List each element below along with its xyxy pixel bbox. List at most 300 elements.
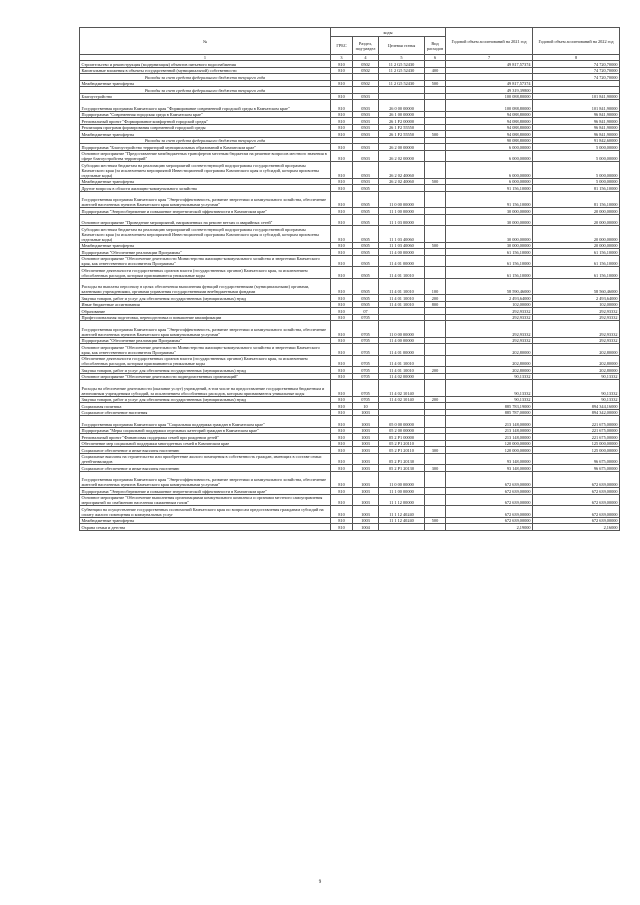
row-value-2022: 292,93332: [533, 337, 620, 344]
row-section: 0505: [353, 267, 379, 279]
table-row: [80, 100, 620, 112]
table-row: [80, 494, 620, 506]
row-target: 11 4 01 10010: [379, 295, 425, 302]
table-row: [80, 191, 620, 208]
header-grbs: ГРБС: [331, 37, 353, 55]
row-grbs: 810: [331, 506, 353, 518]
row-grbs: 810: [331, 267, 353, 279]
row-section: 1003: [353, 416, 379, 428]
table-row: [80, 416, 620, 428]
row-value-2021: 885 787,00000: [446, 409, 533, 416]
row-name: Государственная программа Камчатского края "Социальная поддержка граждан в Камчатском крае": [80, 416, 331, 428]
row-section: 1003: [353, 471, 379, 488]
row-value-2022: 125 000,00000: [533, 447, 620, 454]
row-target: 11 1 00 00000: [379, 208, 425, 215]
row-grbs: 810: [331, 144, 353, 151]
row-name: Подпрограмма "Энергосбережение и повышение энергетической эффективности в Камчатском крае": [80, 208, 331, 215]
row-value-2022: 292,93332: [533, 321, 620, 338]
row-value-2022: 202,80000: [533, 367, 620, 374]
table-row: [80, 506, 620, 518]
row-section: 1003: [353, 447, 379, 454]
row-value-2022: 672 639,00000: [533, 488, 620, 495]
row-value-2022: 58 560,46000: [533, 278, 620, 295]
row-grbs: 810: [331, 124, 353, 131]
row-target: 11 4 00 00000: [379, 249, 425, 256]
row-value-2022: 292,93332: [533, 314, 620, 321]
row-value-2021: 49 319,39800: [446, 87, 533, 94]
row-value-2021: 672 639,00000: [446, 506, 533, 518]
row-target: 11 0 00 00000: [379, 321, 425, 338]
row-name: Закупка товаров, работ и услуг для обеспечения государственных (муниципальных) нужд: [80, 295, 331, 302]
row-section: 0503: [353, 131, 379, 138]
row-name: Подпрограмма "Энергосбережение и повышение энергетической эффективности в Камчатском крае": [80, 488, 331, 495]
row-section: 0503: [353, 178, 379, 185]
row-value-2021: 49 817,57374: [446, 61, 533, 68]
row-target: 26 0 00 00000: [379, 100, 425, 112]
row-section: 0505: [353, 249, 379, 256]
row-section: 07: [353, 308, 379, 315]
row-type: [425, 453, 446, 465]
row-value-2022: 90,13332: [533, 373, 620, 380]
row-value-2021: 30 000,00000: [446, 208, 533, 215]
row-value-2021: 672 639,00000: [446, 494, 533, 506]
row-type: 200: [425, 396, 446, 403]
row-name: Реализация программ формирования современной городской среды: [80, 124, 331, 131]
row-name: Обеспечение деятельности государственных органов власти (государственных органов) Камчатского края, за исключением обособленных расходов, которым присваиваются уникальные коды: [80, 267, 331, 279]
row-value-2022: 20 000,00000: [533, 242, 620, 249]
table-row: [80, 355, 620, 367]
row-grbs: 810: [331, 453, 353, 465]
row-grbs: 810: [331, 403, 353, 410]
row-section: 1003: [353, 427, 379, 434]
row-target: 11 1 12 00000: [379, 494, 425, 506]
row-value-2021: 90,13332: [446, 380, 533, 397]
table-row: [80, 214, 620, 226]
row-grbs: 810: [331, 208, 353, 215]
row-value-2022: 96 841,90000: [533, 131, 620, 138]
row-section: 0705: [353, 367, 379, 374]
index-cell: 6: [425, 55, 446, 61]
row-section: 0505: [353, 214, 379, 226]
row-name: Расходы на выплаты персоналу в целях обеспечения выполнения функций государственными (муниципальными) органами, казенными учреждениями, органами управления государственными внебюджетными фондами: [80, 278, 331, 295]
row-section: 0705: [353, 355, 379, 367]
row-value-2021: 6 000,00000: [446, 150, 533, 162]
row-target: 26 2 02 40060: [379, 178, 425, 185]
row-name: Другие вопросы в области жилищно-коммунального хозяйства: [80, 185, 331, 192]
row-value-2022: 74 720,70000: [533, 74, 620, 81]
row-name: Профессиональная подготовка, переподготовка и повышение квалификации: [80, 314, 331, 321]
index-cell: 8: [533, 55, 620, 61]
row-type: [425, 150, 446, 162]
row-name: Основное мероприятие "Обеспечение деятельности подведомственных организаций": [80, 373, 331, 380]
row-target: 26 1 00 00000: [379, 111, 425, 118]
row-target: 26 2 00 00000: [379, 144, 425, 151]
row-type: [425, 380, 446, 397]
row-target: 11 4 01 00000: [379, 255, 425, 267]
table-row: [80, 162, 620, 179]
row-name: Государственная программа Камчатского края "Энергоэффективность, развитие энергетики и коммунального хозяйства, обеспечение жителей населенных пунктов Камчатского края коммунальными услугами": [80, 191, 331, 208]
row-grbs: 810: [331, 344, 353, 356]
row-grbs: 810: [331, 61, 353, 68]
row-value-2021: 213 148,00000: [446, 416, 533, 428]
row-type: [425, 267, 446, 279]
row-name: Социальное обеспечение и иные выплаты населению: [80, 465, 331, 472]
row-name: Государственная программа Камчатского края "Формирование современной городской среды в Камчатском крае": [80, 100, 331, 112]
row-value-2021: 885 783,19000: [446, 403, 533, 410]
row-value-2021: 90,13332: [446, 396, 533, 403]
row-target: [379, 524, 425, 531]
row-name: Обеспечение деятельности государственных органов власти (государственных органов) Камчатского края, за исключением обособленных расходов, которым присваиваются уникальные коды: [80, 355, 331, 367]
index-cell: 4: [353, 55, 379, 61]
row-name: Основное мероприятие "Обеспечение выполнения организациями коммунального комплекса и органами местного самоуправления мероприятий по снабжению населения сжиженным газом": [80, 494, 331, 506]
row-value-2022: 292,93332: [533, 308, 620, 315]
row-section: 0503: [353, 162, 379, 179]
row-type: [425, 321, 446, 338]
row-section: 0505: [353, 242, 379, 249]
row-value-2022: 894 342,00000: [533, 409, 620, 416]
row-name: Региональный проект "Формирование комфортной городской среды": [80, 118, 331, 125]
table-row: [80, 524, 620, 531]
row-value-2021: 2,19000: [446, 524, 533, 531]
row-value-2022: 96 841,90000: [533, 111, 620, 118]
row-target: 11 4 02 10140: [379, 396, 425, 403]
row-value-2021: 292,93332: [446, 308, 533, 315]
row-grbs: 810: [331, 494, 353, 506]
row-section: 0505: [353, 208, 379, 215]
row-value-2021: 672 639,00000: [446, 517, 533, 524]
row-type: [425, 255, 446, 267]
row-value-2022: 672 639,00000: [533, 494, 620, 506]
row-name: Подпрограмма "Обеспечение реализации Программы": [80, 249, 331, 256]
row-grbs: 810: [331, 440, 353, 447]
row-type: [425, 162, 446, 179]
row-type: 100: [425, 278, 446, 295]
row-value-2021: 91 156,10000: [446, 191, 533, 208]
row-type: 500: [425, 517, 446, 524]
row-section: 0502: [353, 61, 379, 68]
row-value-2022: 672 639,00000: [533, 517, 620, 524]
row-value-2021: 93 148,00000: [446, 465, 533, 472]
row-grbs: 810: [331, 178, 353, 185]
row-grbs: 810: [331, 249, 353, 256]
row-target: 11 1 12 40240: [379, 517, 425, 524]
row-value-2022: 96 675,00000: [533, 465, 620, 472]
table-row: [80, 278, 620, 295]
row-value-2022: 90,13332: [533, 396, 620, 403]
row-grbs: 810: [331, 337, 353, 344]
index-cell: 3: [331, 55, 353, 61]
row-section: 10: [353, 403, 379, 410]
row-grbs: 810: [331, 111, 353, 118]
row-grbs: 810: [331, 255, 353, 267]
row-grbs: 810: [331, 191, 353, 208]
row-target: 05 2 P1 20130: [379, 453, 425, 465]
header-section: Раздел, под-раздел: [353, 37, 379, 55]
row-grbs: 810: [331, 355, 353, 367]
row-value-2022: 101 841,90000: [533, 93, 620, 100]
row-value-2021: 30 000,00000: [446, 242, 533, 249]
row-value-2021: 202,80000: [446, 355, 533, 367]
row-value-2021: 90 088,80000: [446, 137, 533, 144]
row-section: 0505: [353, 255, 379, 267]
row-section: 0705: [353, 314, 379, 321]
row-name: Региональный проект "Финансовая поддержка семей при рождении детей": [80, 434, 331, 441]
row-target: 11 1 03 40060: [379, 226, 425, 243]
row-name: Закупка товаров, работ и услуг для обеспечения государственных (муниципальных) нужд: [80, 396, 331, 403]
row-name: Социальные выплаты на строительство или приобретение жилого помещения в собственность граждан, имеющих в составе семьи детей-инвалидов: [80, 453, 331, 465]
row-type: [425, 226, 446, 243]
header-codes: коды: [331, 28, 446, 37]
row-section: 0505: [353, 185, 379, 192]
row-grbs: 810: [331, 80, 353, 87]
row-name: Расходы за счет средств федерального бюджета текущего года: [80, 87, 331, 94]
row-value-2021: 58 590,46000: [446, 278, 533, 295]
row-target: 26 2 02 00000: [379, 150, 425, 162]
row-value-2021: 61 156,10000: [446, 255, 533, 267]
table-row: [80, 321, 620, 338]
row-value-2021: 292,93332: [446, 314, 533, 321]
row-target: 11 1 12 40240: [379, 506, 425, 518]
row-grbs: 810: [331, 226, 353, 243]
row-name: Основное мероприятие "Проведение мероприятий, направленных на ремонт ветхих и аварийных сетей": [80, 214, 331, 226]
row-value-2022: 221 675,00000: [533, 416, 620, 428]
row-section: 1004: [353, 524, 379, 531]
row-grbs: 810: [331, 301, 353, 308]
row-section: 0503: [353, 118, 379, 125]
row-name: Межбюджетные трансферты: [80, 517, 331, 524]
row-target: 11 2 G5 52430: [379, 80, 425, 87]
row-section: 1003: [353, 494, 379, 506]
row-section: 1003: [353, 465, 379, 472]
row-section: 0503: [353, 100, 379, 112]
row-name: Подпрограмма "Современная городская среда в Камчатском крае": [80, 111, 331, 118]
row-target: 11 4 01 10010: [379, 267, 425, 279]
row-value-2021: 94 088,80000: [446, 111, 533, 118]
row-section: 0705: [353, 396, 379, 403]
row-value-2021: 61 156,10000: [446, 267, 533, 279]
row-value-2022: 61 156,10000: [533, 249, 620, 256]
row-grbs: 810: [331, 308, 353, 315]
row-name: Социальная политика: [80, 403, 331, 410]
table-row: [80, 226, 620, 243]
row-section: 0502: [353, 80, 379, 87]
row-value-2022: 125 000,00000: [533, 440, 620, 447]
row-grbs: 810: [331, 214, 353, 226]
row-value-2021: 94 088,80000: [446, 131, 533, 138]
row-value-2021: 100 088,80000: [446, 93, 533, 100]
row-target: 11 4 01 10010: [379, 301, 425, 308]
row-target: 26 1 F2 00000: [379, 118, 425, 125]
row-value-2021: 292,93332: [446, 321, 533, 338]
row-value-2022: 96 841,90000: [533, 124, 620, 131]
row-grbs: 810: [331, 396, 353, 403]
row-value-2021: 202,80000: [446, 344, 533, 356]
row-name: Основное мероприятие "Обеспечение деятельности Министерства жилищно-коммунального хозяйства и энергетики Камчатского края, как ответственного исполнителя Программы": [80, 344, 331, 356]
row-section: 0502: [353, 67, 379, 74]
row-value-2022: 101 841,90000: [533, 100, 620, 112]
row-value-2021: 61 156,10000: [446, 249, 533, 256]
row-type: 500: [425, 80, 446, 87]
row-value-2021: 2 493,64000: [446, 295, 533, 302]
row-value-2021: 30 000,00000: [446, 214, 533, 226]
row-section: 0705: [353, 344, 379, 356]
row-grbs: 810: [331, 465, 353, 472]
row-type: [425, 355, 446, 367]
row-name: Межбюджетные трансферты: [80, 131, 331, 138]
row-name: Благоустройство: [80, 93, 331, 100]
row-grbs: 810: [331, 488, 353, 495]
row-type: 800: [425, 301, 446, 308]
header-2022: Годовой объем ассигнований на 2022 год: [533, 28, 620, 55]
row-value-2021: 49 817,57374: [446, 80, 533, 87]
row-target: 26 2 02 40060: [379, 162, 425, 179]
row-grbs: 810: [331, 185, 353, 192]
row-value-2022: 74 720,70000: [533, 67, 620, 74]
row-name: Основное мероприятие "Обеспечение деятельности Министерства жилищно-коммунального хозяйства и энергетики Камчатского края, как ответственного исполнителя Программы": [80, 255, 331, 267]
row-type: 300: [425, 465, 446, 472]
row-value-2022: 90,13332: [533, 380, 620, 397]
row-value-2021: 102,00000: [446, 301, 533, 308]
index-cell: 5: [379, 55, 425, 61]
row-type: [425, 344, 446, 356]
row-name: Охрана семьи и детства: [80, 524, 331, 531]
row-grbs: 810: [331, 447, 353, 454]
row-section: 1003: [353, 409, 379, 416]
row-name: Подпрограмма "Благоустройство территорий муниципальных образований в Камчатском крае": [80, 144, 331, 151]
row-target: 11 4 01 10010: [379, 278, 425, 295]
row-value-2022: 202,80000: [533, 344, 620, 356]
row-value-2022: 2 493,64000: [533, 295, 620, 302]
row-section: 1003: [353, 506, 379, 518]
row-value-2022: 20 000,00000: [533, 214, 620, 226]
row-target: 11 2 G5 52430: [379, 67, 425, 74]
row-value-2021: 91 156,10000: [446, 185, 533, 192]
row-value-2021: 120 000,00000: [446, 440, 533, 447]
row-section: 0505: [353, 295, 379, 302]
row-section: 0505: [353, 278, 379, 295]
row-name: Капитальные вложения в объекты государственной (муниципальной) собственности: [80, 67, 331, 74]
row-value-2022: 202,80000: [533, 355, 620, 367]
row-type: 200: [425, 295, 446, 302]
row-value-2022: 20 000,00000: [533, 226, 620, 243]
row-section: 0705: [353, 337, 379, 344]
row-grbs: 810: [331, 373, 353, 380]
row-value-2022: 5 000,00000: [533, 150, 620, 162]
row-type: 500: [425, 178, 446, 185]
row-value-2022: 81 156,10000: [533, 191, 620, 208]
row-name: Образование: [80, 308, 331, 315]
row-value-2021: 292,93332: [446, 337, 533, 344]
row-grbs: 810: [331, 517, 353, 524]
row-section: 0705: [353, 321, 379, 338]
row-value-2022: 96 841,90000: [533, 118, 620, 125]
row-grbs: 810: [331, 162, 353, 179]
row-target: 11 0 00 00000: [379, 191, 425, 208]
row-section: 0503: [353, 93, 379, 100]
row-target: 11 4 02 10140: [379, 380, 425, 397]
row-type: [425, 100, 446, 112]
row-name: Подпрограмма "Меры социальной поддержки отдельных категорий граждан в Камчатском крае": [80, 427, 331, 434]
budget-table: [79, 27, 620, 531]
row-target: 11 4 01 10010: [379, 355, 425, 367]
row-type: [425, 524, 446, 531]
row-grbs: 810: [331, 150, 353, 162]
row-section: 1003: [353, 440, 379, 447]
page-number: 9: [318, 880, 322, 885]
row-name: Подпрограмма "Обеспечение реализации Программы": [80, 337, 331, 344]
row-value-2021: 6 000,00000: [446, 162, 533, 179]
row-value-2021: 202,80000: [446, 367, 533, 374]
row-value-2022: 61 156,10000: [533, 255, 620, 267]
row-name: Государственная программа Камчатского края "Энергоэффективность, развитие энергетики и коммунального хозяйства, обеспечение жителей населенных пунктов Камчатского края коммунальными услугами": [80, 471, 331, 488]
row-section: 0505: [353, 226, 379, 243]
row-value-2022: 96 675,00000: [533, 453, 620, 465]
row-name: Строительство и реконструкция (модернизация) объектов питьевого водоснабжения: [80, 61, 331, 68]
row-name: Межбюджетные трансферты: [80, 242, 331, 249]
row-section: 1003: [353, 517, 379, 524]
row-grbs: 810: [331, 380, 353, 397]
row-value-2021: 6 000,00000: [446, 178, 533, 185]
row-value-2021: 120 000,00000: [446, 447, 533, 454]
row-target: 11 4 01 10010: [379, 367, 425, 374]
row-type: [425, 471, 446, 488]
row-value-2022: 672 639,00000: [533, 506, 620, 518]
row-value-2022: 74 720,70000: [533, 61, 620, 68]
row-value-2022: 2,16000: [533, 524, 620, 531]
row-grbs: 810: [331, 118, 353, 125]
row-grbs: 810: [331, 131, 353, 138]
row-value-2021: 213 148,00000: [446, 427, 533, 434]
row-section: 1003: [353, 488, 379, 495]
row-target: 26 1 F2 55550: [379, 131, 425, 138]
row-type: [425, 506, 446, 518]
row-value-2022: 91 842,60000: [533, 137, 620, 144]
row-grbs: 810: [331, 93, 353, 100]
row-grbs: 810: [331, 409, 353, 416]
row-name: Социальное обеспечение населения: [80, 409, 331, 416]
row-value-2021: 100 088,80000: [446, 100, 533, 112]
row-value-2021: 30 000,00000: [446, 226, 533, 243]
row-target: 11 0 00 00000: [379, 471, 425, 488]
row-target: 11 1 00 00000: [379, 488, 425, 495]
row-value-2022: 61 156,10000: [533, 267, 620, 279]
header-type: Вид расходов: [425, 37, 446, 55]
index-cell: 1: [80, 55, 331, 61]
table-row: [80, 150, 620, 162]
row-name: Основное мероприятие "Предоставление межбюджетных трансфертов местным бюджетам на решение вопросов местного значения в сфере благоустройства территорий": [80, 150, 331, 162]
row-target: 11 4 02 00000: [379, 373, 425, 380]
row-value-2022: 5 000,00000: [533, 144, 620, 151]
row-target: 11 1 03 00000: [379, 214, 425, 226]
row-section: 1003: [353, 453, 379, 465]
row-value-2021: 94 088,80000: [446, 124, 533, 131]
row-target: 26 1 F2 55550: [379, 124, 425, 131]
row-grbs: 810: [331, 295, 353, 302]
row-type: [425, 416, 446, 428]
row-grbs: 810: [331, 100, 353, 112]
row-name: Межбюджетные трансферты: [80, 178, 331, 185]
header-target: Целевая статья: [379, 37, 425, 55]
row-type: 300: [425, 447, 446, 454]
row-grbs: 810: [331, 314, 353, 321]
row-type: 200: [425, 367, 446, 374]
header-num: №: [80, 28, 331, 55]
table-row: [80, 453, 620, 465]
row-name: Социальное обеспечение и иные выплаты населению: [80, 447, 331, 454]
row-target: 05 0 00 00000: [379, 416, 425, 428]
budget-page: [79, 27, 619, 531]
row-grbs: 810: [331, 67, 353, 74]
